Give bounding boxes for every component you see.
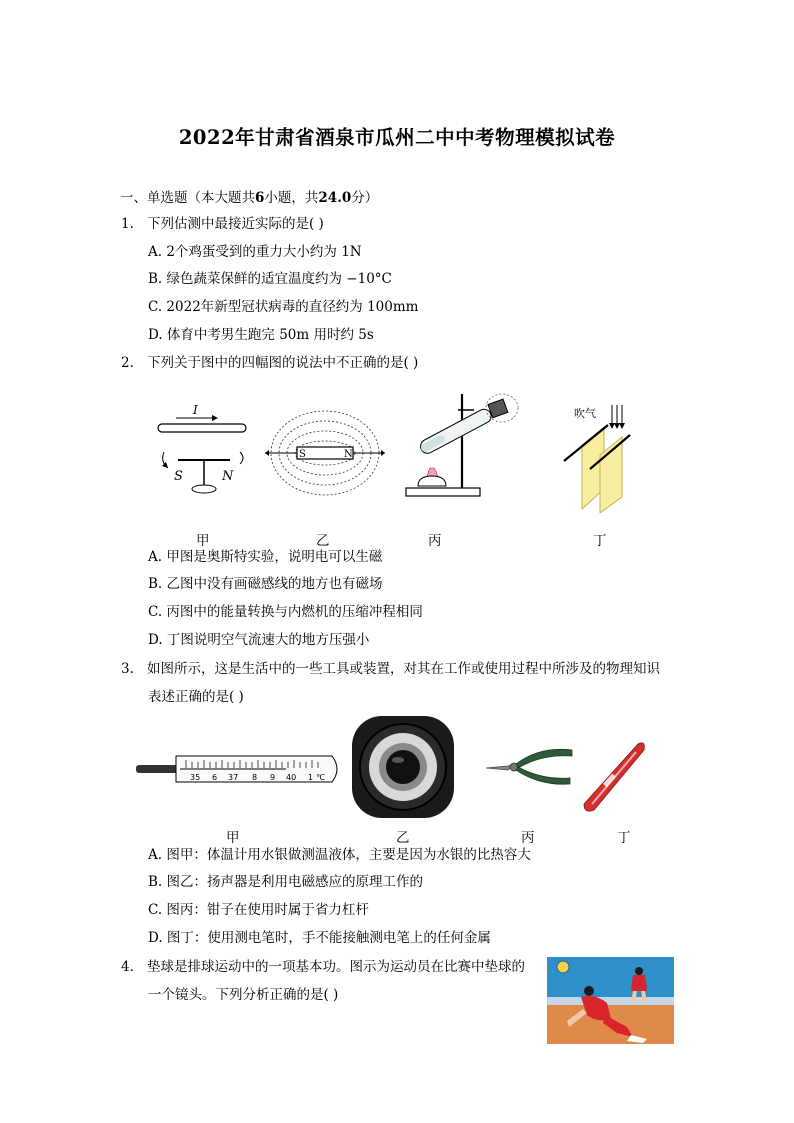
section-count: 6 — [255, 190, 265, 206]
magnetic-field-figure — [265, 405, 385, 500]
option-3c: C. 图丙：钳子在使用时属于省力杠杆 — [148, 902, 369, 918]
figure-label-bing: 丙 — [428, 533, 442, 549]
option-3d: D. 图丁：使用测电笔时，手不能接触测电笔上的任何金属 — [148, 930, 491, 946]
scale-label: 8 — [252, 773, 258, 782]
section-heading — [120, 186, 378, 206]
test-pen-figure — [578, 738, 650, 814]
figure-label-bing: 丙 — [521, 830, 535, 846]
section-suffix: 分） — [351, 190, 379, 206]
question-4 — [121, 957, 525, 977]
section-middle: 小题，共 — [264, 190, 319, 206]
question-number: 4. — [121, 959, 134, 975]
scale-label: 40 — [286, 773, 297, 782]
option-2d: D. 丁图说明空气流速大的地方压强小 — [148, 632, 370, 648]
option-1a: A. 2个鸡蛋受到的重力大小约为 1N — [148, 244, 362, 260]
needle-s-label: S — [174, 469, 183, 484]
magnet-n-label: N — [344, 449, 353, 460]
question-1 — [121, 214, 324, 234]
question-number: 1. — [121, 216, 134, 232]
scale-label: 6 — [212, 773, 218, 782]
question-4-stem-line2: 一个镜头。下列分析正确的是( ) — [148, 987, 339, 1003]
question-3 — [121, 659, 660, 679]
question-number: 2. — [121, 355, 134, 371]
section-prefix: 一、单选题（本大题共 — [120, 190, 255, 206]
blowing-papers-figure — [560, 403, 640, 513]
question-stem-line1: 垫球是排球运动中的一项基本功。图示为运动员在比赛中垫球的 — [147, 959, 525, 975]
question-stem: 下列估测中最接近实际的是( ) — [147, 216, 324, 232]
question-number: 3. — [121, 661, 134, 677]
magnet-s-label: S — [299, 449, 306, 460]
figure-label-yi: 乙 — [396, 830, 410, 846]
figure-label-ding: 丁 — [617, 830, 631, 846]
option-3b: B. 图乙：扬声器是利用电磁感应的原理工作的 — [148, 874, 424, 890]
scale-label: 35 — [190, 773, 201, 782]
figure-label-jia: 甲 — [226, 830, 240, 846]
needle-n-label: N — [222, 469, 234, 484]
option-1d: D. 体育中考男生跑完 50m 用时约 5s — [148, 327, 374, 343]
question-stem: 下列关于图中的四幅图的说法中不正确的是( ) — [147, 355, 419, 371]
scale-label: 37 — [228, 773, 239, 782]
option-2b: B. 乙图中没有画磁感线的地方也有磁场 — [148, 576, 383, 592]
test-tube-heating-figure — [402, 388, 527, 503]
option-1b: B. 绿色蔬菜保鲜的适宜温度约为 −10°C — [148, 271, 392, 287]
question-2 — [121, 353, 418, 373]
pliers-figure — [480, 742, 576, 792]
scale-label: ℃ — [316, 773, 325, 782]
option-1c: C. 2022年新型冠状病毒的直径约为 100mm — [148, 299, 419, 315]
figure-label-ding: 丁 — [593, 533, 607, 549]
scale-label: 1 — [308, 773, 314, 782]
section-score: 24.0 — [318, 190, 352, 206]
volleyball-photo — [547, 957, 674, 1044]
figure-label-yi: 乙 — [316, 533, 330, 549]
question-stem-line1: 如图所示，这是生活中的一些工具或装置，对其在工作或使用过程中所涉及的物理知识 — [147, 661, 660, 677]
question-3-stem-line2: 表述正确的是( ) — [148, 689, 244, 705]
figure-label-jia: 甲 — [196, 533, 210, 549]
current-label: I — [193, 403, 198, 417]
page-title: 2022年甘肃省酒泉市瓜州二中中考物理模拟试卷 — [178, 126, 616, 149]
scale-label: 9 — [270, 773, 276, 782]
option-2a: A. 甲图是奥斯特实验，说明电可以生磁 — [148, 549, 383, 565]
loudspeaker-figure — [350, 714, 456, 820]
blow-label: 吹气 — [574, 407, 596, 420]
option-2c: C. 丙图中的能量转换与内燃机的压缩冲程相同 — [148, 604, 423, 620]
option-3a: A. 图甲：体温计用水银做测温液体，主要是因为水银的比热容大 — [148, 847, 531, 863]
oersted-experiment-figure — [150, 400, 255, 500]
clinical-thermometer-figure — [136, 748, 346, 790]
